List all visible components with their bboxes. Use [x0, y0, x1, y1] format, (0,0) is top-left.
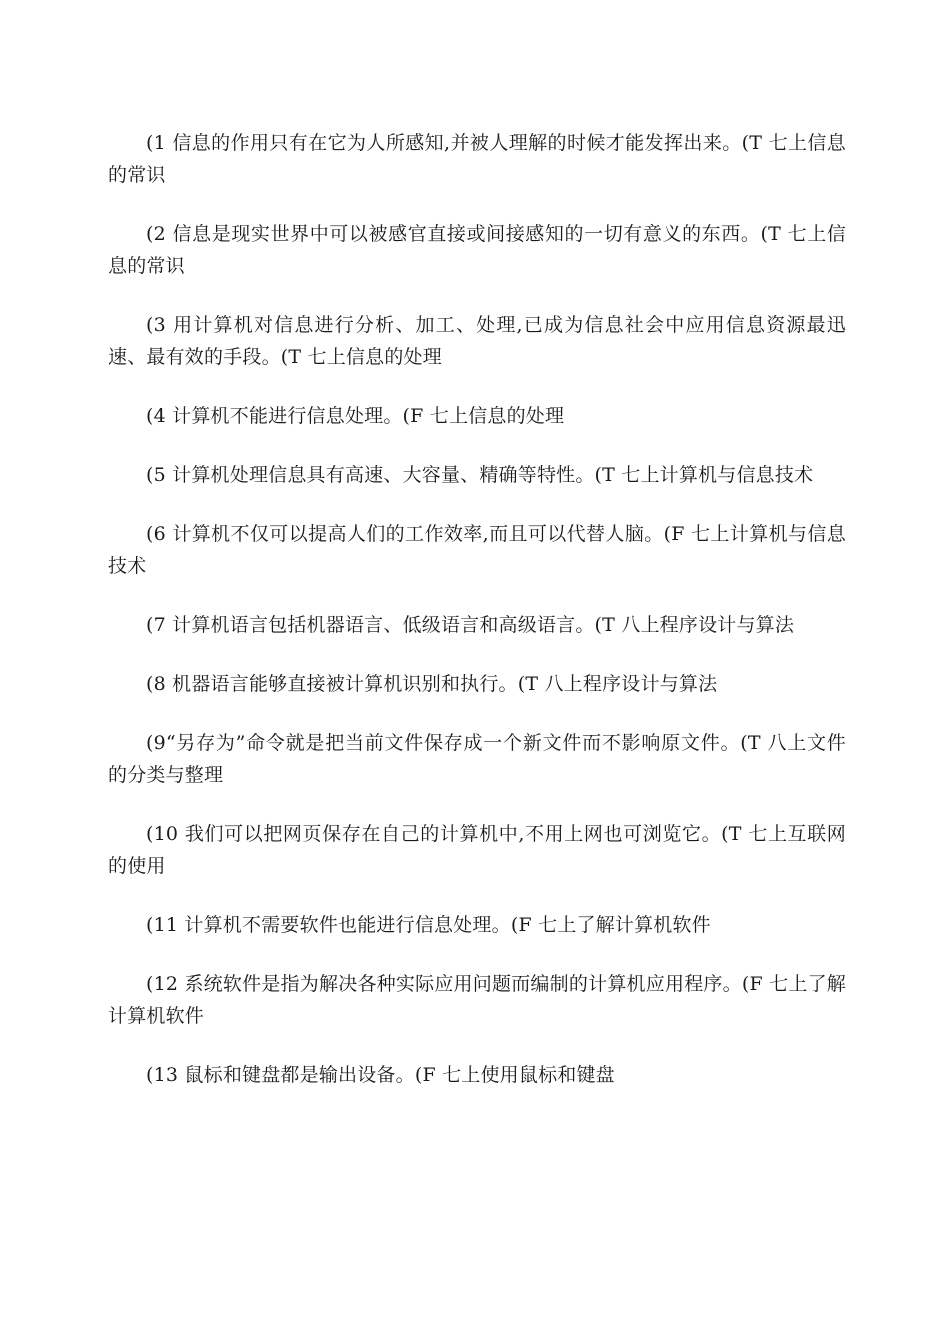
question-item-9: (9“另存为”命令就是把当前文件保存成一个新文件而不影响原文件。(T 八上文件的分类与整理 — [108, 732, 846, 786]
question-item-4: (4 计算机不能进行信息处理。(F 七上信息的处理 — [146, 405, 565, 427]
question-item-10: (10 我们可以把网页保存在自己的计算机中,不用上网也可浏览它。(T 七上互联网的使用 — [108, 823, 846, 877]
question-item-7: (7 计算机语言包括机器语言、低级语言和高级语言。(T 八上程序设计与算法 — [146, 614, 795, 636]
question-item-5: (5 计算机处理信息具有高速、大容量、精确等特性。(T 七上计算机与信息技术 — [146, 464, 814, 486]
question-item-6: (6 计算机不仅可以提高人们的工作效率,而且可以代替人脑。(F 七上计算机与信息技术 — [108, 523, 846, 577]
question-item-1: (1 信息的作用只有在它为人所感知,并被人理解的时候才能发挥出来。(T 七上信息的常识 — [108, 132, 846, 186]
question-item-2: (2 信息是现实世界中可以被感官直接或间接感知的一切有意义的东西。(T 七上信息的常识 — [108, 223, 846, 277]
document-body — [108, 127, 846, 1118]
question-item-12: (12 系统软件是指为解决各种实际应用问题而编制的计算机应用程序。(F 七上了解计算机软件 — [108, 973, 846, 1027]
question-item-8: (8 机器语言能够直接被计算机识别和执行。(T 八上程序设计与算法 — [146, 673, 718, 695]
question-item-11: (11 计算机不需要软件也能进行信息处理。(F 七上了解计算机软件 — [146, 914, 711, 936]
question-item-3: (3 用计算机对信息进行分析、加工、处理,已成为信息社会中应用信息资源最迅速、最有效的手段。(T 七上信息的处理 — [108, 314, 846, 368]
question-item-13: (13 鼠标和键盘都是输出设备。(F 七上使用鼠标和键盘 — [146, 1064, 615, 1086]
